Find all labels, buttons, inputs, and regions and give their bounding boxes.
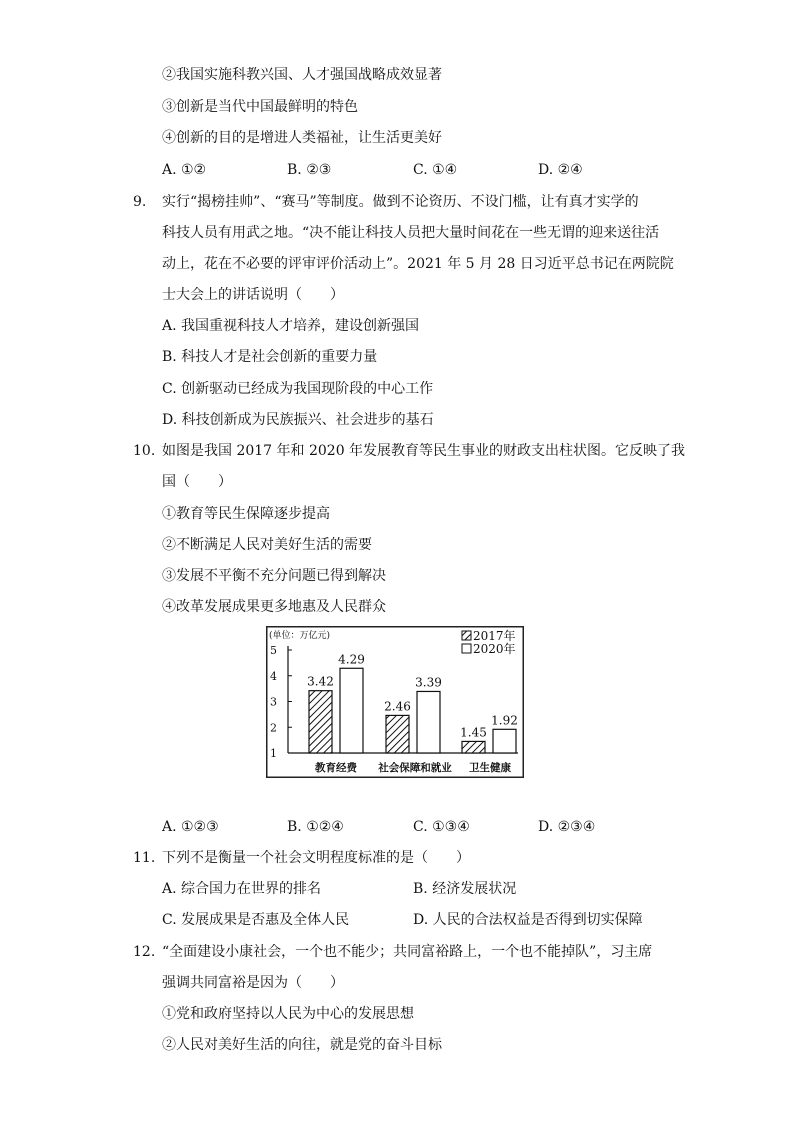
statement-2: ②不断满足人民对美好生活的需要 <box>162 537 372 553</box>
statement-3: ③发展不平衡不充分问题已得到解决 <box>162 568 386 584</box>
option-c[interactable]: C. 创新驱动已经成为我国现阶段的中心工作 <box>162 381 434 397</box>
bar <box>462 741 485 753</box>
question-text-line: 下列不是衡量一个社会文明程度标准的是（ ） <box>162 850 470 866</box>
question-text-line: “全面建设小康社会，一个也不能少；共同富裕路上，一个也不能掉队”，习主席 <box>162 944 653 960</box>
option-b[interactable]: B. ②③ <box>287 162 332 178</box>
option-a[interactable]: A. ①②③ <box>162 819 219 835</box>
bar <box>386 715 409 753</box>
statement-1: ①党和政府坚持以人民为中心的发展思想 <box>162 1006 414 1022</box>
legend-swatch <box>462 644 471 653</box>
option-d[interactable]: D. 科技创新成为民族振兴、社会进步的基石 <box>162 412 434 428</box>
y-tick-label: 2 <box>270 721 277 735</box>
question-text-line: 国（ ） <box>162 474 232 490</box>
bar <box>340 668 363 753</box>
statement-1: ①教育等民生保障逐步提高 <box>162 506 330 522</box>
data-label: 2.46 <box>384 699 411 714</box>
question-text-line: 实行“揭榜挂帅”、“赛马”等制度。做到不论资历、不设门槛，让有真才实学的 <box>162 194 639 210</box>
category-label: 卫生健康 <box>469 762 511 774</box>
statement-4: ④改革发展成果更多地惠及人民群众 <box>162 599 386 615</box>
legend-swatch <box>462 631 471 640</box>
unit-label: (单位：万亿元) <box>269 631 331 641</box>
y-tick-label: 3 <box>270 695 277 709</box>
bar-chart-svg <box>266 626 524 778</box>
y-tick-label: 1 <box>270 747 277 760</box>
question-number: 9. <box>133 194 147 210</box>
category-label: 社会保障和就业 <box>378 762 452 774</box>
legend-label: 2017年 <box>473 629 516 643</box>
data-label: 3.39 <box>415 675 442 690</box>
statement-2: ②人民对美好生活的向往，就是党的奋斗目标 <box>162 1037 442 1053</box>
option-d[interactable]: D. ②③④ <box>538 819 596 835</box>
option-c[interactable]: C. 发展成果是否惠及全体人民 <box>162 912 350 928</box>
question-number: 12. <box>133 944 156 960</box>
question-text-line: 动上，花在不必要的评审评价活动上”。2021 年 5 月 28 日习近平总书记在两院院 <box>162 256 674 272</box>
option-d[interactable]: D. 人民的合法权益是否得到切实保障 <box>413 912 643 928</box>
data-label: 3.42 <box>307 674 334 689</box>
option-b[interactable]: B. ①②④ <box>287 819 344 835</box>
bar <box>493 729 516 753</box>
option-c[interactable]: C. ①③④ <box>413 819 470 835</box>
statement-4: ④创新的目的是增进人类福祉，让生活更美好 <box>162 130 442 146</box>
option-a[interactable]: A. 我国重视科技人才培养，建设创新强国 <box>162 318 420 334</box>
bar <box>417 691 440 753</box>
question-number: 11. <box>133 850 156 866</box>
question-text-line: 士大会上的讲话说明（ ） <box>162 287 344 303</box>
y-tick-label: 4 <box>270 669 277 683</box>
bar <box>309 691 332 753</box>
question-text-line: 强调共同富裕是因为（ ） <box>162 975 344 991</box>
legend-label: 2020年 <box>473 642 516 656</box>
option-b[interactable]: B. 经济发展状况 <box>413 881 517 897</box>
data-label: 1.45 <box>460 725 487 740</box>
data-label: 4.29 <box>338 652 365 667</box>
question-text-line: 科技人员有用武之地。“决不能让科技人员把大量时间花在一些无谓的迎来送往活 <box>162 225 660 241</box>
category-label: 教育经费 <box>315 762 357 774</box>
option-a[interactable]: A. 综合国力在世界的排名 <box>162 881 322 897</box>
option-d[interactable]: D. ②④ <box>538 162 583 178</box>
option-c[interactable]: C. ①④ <box>413 162 458 178</box>
y-tick-label: 5 <box>270 644 277 657</box>
data-label: 1.92 <box>491 713 518 728</box>
option-b[interactable]: B. 科技人才是社会创新的重要力量 <box>162 349 378 365</box>
question-number: 10. <box>133 443 156 459</box>
question-text-line: 如图是我国 2017 年和 2020 年发展教育等民生事业的财政支出柱状图。它反映了我 <box>162 443 686 459</box>
option-a[interactable]: A. ①② <box>162 162 207 178</box>
statement-3: ③创新是当代中国最鲜明的特色 <box>162 99 358 115</box>
bar-chart <box>266 626 524 778</box>
statement-2: ②我国实施科教兴国、人才强国战略成效显著 <box>162 67 442 83</box>
